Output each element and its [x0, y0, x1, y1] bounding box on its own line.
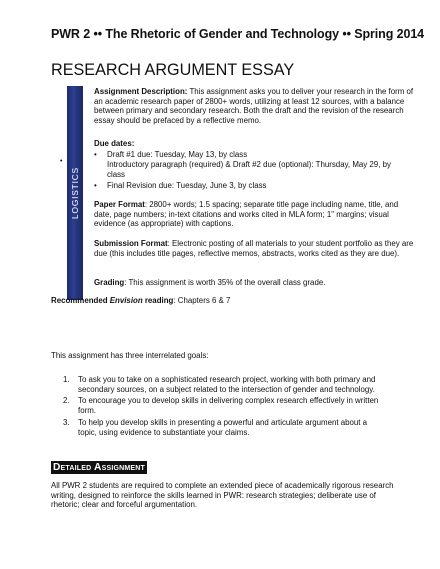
recommended-chapters: : Chapters 6 & 7 — [173, 296, 231, 305]
paper-format-label: Paper Format — [94, 200, 145, 209]
assignment-description — [94, 87, 414, 125]
due-date-item: Draft #1 due: Tuesday, May 13, by class — [107, 150, 248, 159]
due-date-bullet: • — [94, 181, 97, 190]
due-dates-heading — [94, 139, 414, 149]
due-date-bullet: • — [94, 150, 97, 159]
page-title: RESEARCH ARGUMENT ESSAY — [51, 61, 295, 79]
recommended-suffix: reading — [142, 296, 174, 305]
recommended-book: Envision — [109, 296, 143, 305]
logistics-sidebar — [67, 86, 83, 300]
detailed-assignment-heading: Detailed Assignment — [53, 462, 146, 473]
due-dates-label: Due dates: — [94, 139, 135, 148]
assignment-description-text: This assignment asks you to deliver your research in the form of an academic research paper of 2800+ words, utilizing at least 12 sources, with a balance between primary and secondary research. Both the draft and the revision of the research essay should be prefaced by a reflective memo. — [94, 87, 414, 125]
submission-format-text: : Electronic posting of all materials to your student portfolio as they are due (this includes title pages, reflective memos, abstracts, works cited as they are due). — [94, 239, 414, 258]
goals-intro: This assignment has three interrelated goals: — [51, 351, 209, 360]
paper-format-text: : 2800+ words; 1.5 spacing; separate title page including name, title, and date, page numbers; in-text citations and works cited in MLA form; 1" margins; visual evidence (as appropriate) with captions. — [94, 200, 399, 229]
grading-label: Grading — [94, 278, 125, 287]
due-date-item: Final Revision due: Tuesday, June 3, by class — [107, 181, 267, 190]
goal-number: 3. — [63, 418, 70, 427]
goal-item: To encourage you to develop skills in delivering complex research effectively in written form. — [78, 396, 379, 415]
submission-format — [94, 239, 414, 258]
grading-text: : This assignment is worth 35% of the overall class grade. — [124, 278, 326, 287]
logistics-label: LOGISTICS — [70, 167, 80, 219]
recommended-prefix: Recommended — [51, 296, 110, 305]
detailed-assignment-text: All PWR 2 students are required to complete an extended piece of academically rigorous research writing, designed to reinforce the skills learned in PWR: research strategies; deliberate use of rhetoric; clear and forceful argumentation. — [51, 481, 394, 510]
assignment-description-label: Assignment Description: — [94, 87, 188, 96]
grading — [94, 278, 414, 288]
submission-format-label: Submission Format — [94, 239, 168, 248]
goal-item: To help you develop skills in presenting a powerful and articulate argument about a topic, using evidence to substantiate your claims. — [78, 418, 368, 437]
goal-number: 2. — [63, 396, 70, 405]
goal-number: 1. — [63, 375, 70, 384]
sidebar-bullet: • — [60, 158, 63, 165]
recommended-reading — [51, 296, 230, 306]
paper-format — [94, 200, 414, 229]
due-date-item: Introductory paragraph (required) & Draft #2 due (optional): Thursday, May 29, by class — [107, 160, 391, 179]
course-header: PWR 2 •• The Rhetoric of Gender and Technology •• Spring 2014 — [51, 27, 425, 41]
goal-item: To ask you to take on a sophisticated research project, working with both primary and secondary sources, on a subject related to the intersection of gender and technology. — [78, 375, 376, 394]
